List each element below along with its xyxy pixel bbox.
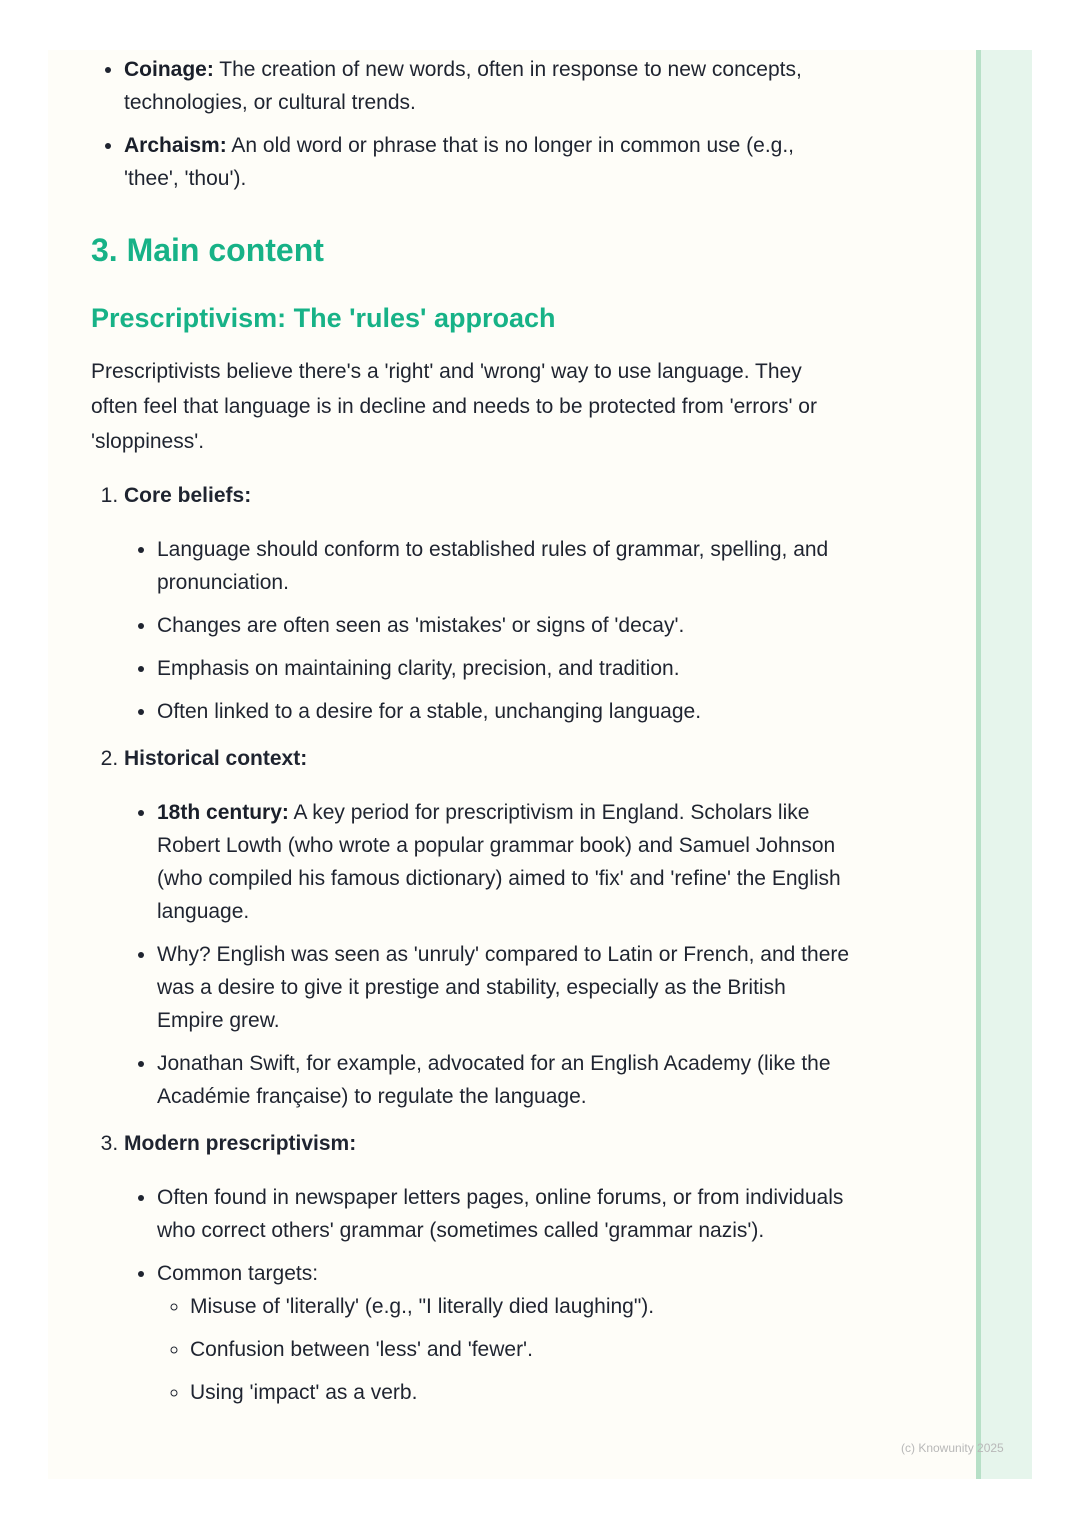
list-item — [157, 1257, 851, 1409]
bullet-list — [124, 1181, 851, 1409]
document-content — [91, 50, 851, 1423]
list-item: • Jonathan Swift, for example, advocated for an English Academy (like the Académie française) to regulate the language. — [157, 1047, 851, 1113]
list-item-modern-prescriptivism — [124, 1127, 851, 1409]
list-heading: Modern prescriptivism: — [124, 1132, 357, 1155]
list-item-historical-context — [124, 742, 851, 1113]
list-item-core-beliefs — [124, 479, 851, 728]
list-item: ◦ Confusion between 'less' and 'fewer'. — [190, 1333, 851, 1366]
side-margin-divider — [976, 50, 981, 1479]
list-item — [157, 796, 851, 928]
term-definition: An old word or phrase that is no longer in common use (e.g., 'thee', 'thou'). — [124, 134, 795, 190]
section-heading: 3. Main content — [91, 232, 324, 268]
numbered-list — [91, 479, 851, 1409]
list-item: • Changes are often seen as 'mistakes' or signs of 'decay'. — [157, 609, 851, 642]
list-item: • Why? English was seen as 'unruly' compared to Latin or French, and there was a desire to give it prestige and stability, especially as the British Empire grew. — [157, 938, 851, 1037]
intro-paragraph: Prescriptivists believe there's a 'right' and 'wrong' way to use language. They often feel that language is in decline and needs to be protected from 'errors' or 'sloppiness'. — [91, 360, 817, 453]
list-item: • Language should conform to established rules of grammar, spelling, and pronunciation. — [157, 533, 851, 599]
definition-archaism — [124, 129, 851, 195]
document-page — [48, 50, 976, 1479]
term-label: 18th century: — [157, 801, 289, 824]
definition-coinage — [124, 53, 851, 119]
copyright-footer: (c) Knowunity 2025 — [901, 1441, 1004, 1455]
term-definition: The creation of new words, often in response to new concepts, technologies, or cultural trends. — [124, 58, 802, 114]
list-item-text: A key period for prescriptivism in England. Scholars like Robert Lowth (who wrote a popular grammar book) and Samuel Johnson (who compiled his famous dictionary) aimed to 'fix' and 'refine' the English language. — [157, 801, 841, 923]
definition-list — [91, 53, 851, 195]
bullet-list — [124, 533, 851, 728]
list-item: ◦ Misuse of 'literally' (e.g., "I literally died laughing"). — [190, 1290, 851, 1323]
list-heading: Historical context: — [124, 747, 308, 770]
bullet-list — [124, 796, 851, 1113]
list-item: • Often linked to a desire for a stable, unchanging language. — [157, 695, 851, 728]
list-item: • Emphasis on maintaining clarity, precision, and tradition. — [157, 652, 851, 685]
subsection-heading: Prescriptivism: The 'rules' approach — [91, 303, 556, 333]
list-heading: Core beliefs: — [124, 484, 252, 507]
list-item-text: Common targets: — [157, 1262, 319, 1285]
term-label: Archaism: — [124, 134, 227, 157]
list-item: ◦ Using 'impact' as a verb. — [190, 1376, 851, 1409]
term-label: Coinage: — [124, 58, 214, 81]
list-item: • Often found in newspaper letters pages, online forums, or from individuals who correct others' grammar (sometimes called 'grammar nazis'). — [157, 1181, 851, 1247]
nested-bullet-list — [157, 1290, 851, 1409]
side-margin-panel — [976, 50, 1032, 1479]
